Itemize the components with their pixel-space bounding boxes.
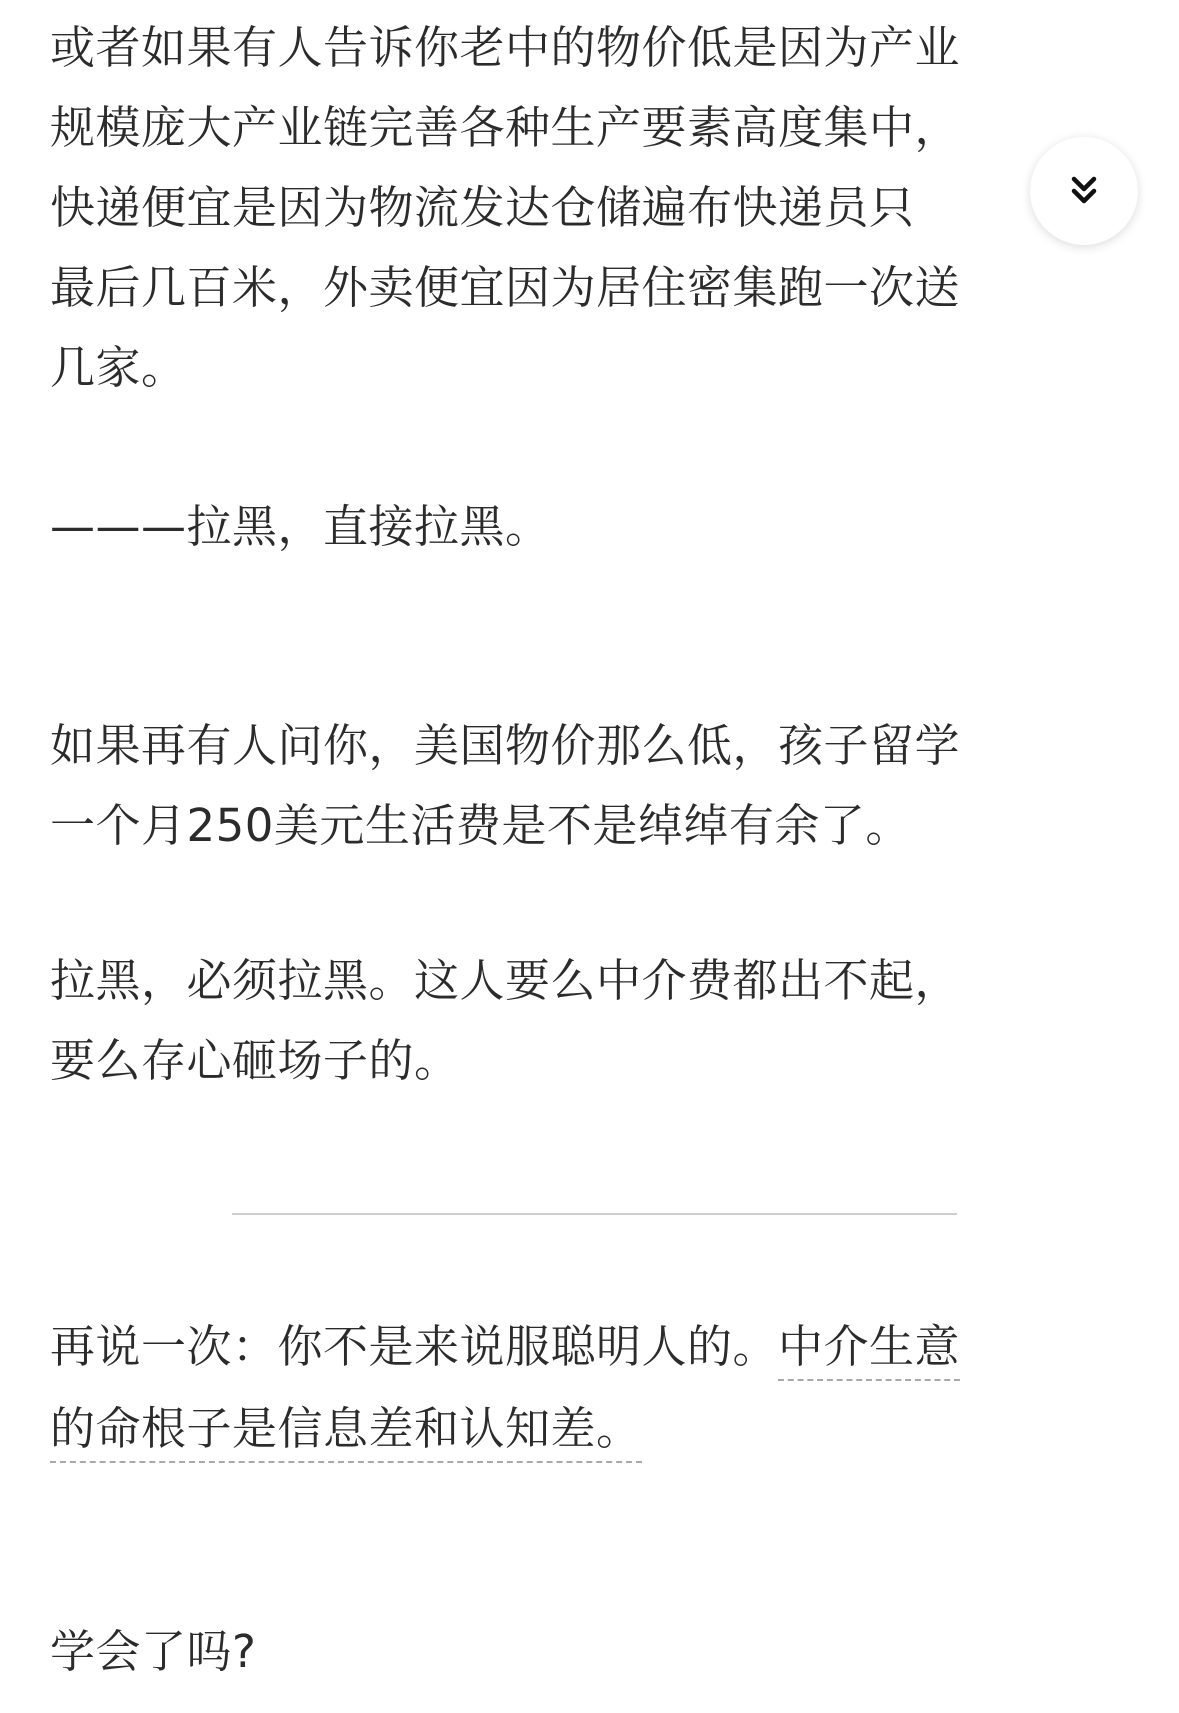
section-divider <box>232 1213 957 1215</box>
expand-button[interactable] <box>1030 137 1138 245</box>
paragraph-2: ———拉黑，直接拉黑。 <box>50 500 551 553</box>
paragraph-3-line-1: 如果再有人问你，美国物价那么低，孩子留学 <box>50 719 961 772</box>
paragraph-6: 学会了吗? <box>50 1625 257 1678</box>
annotated-link-part-2[interactable]: 的命根子是信息差和认知差。 <box>50 1402 642 1463</box>
paragraph-4-line-2: 要么存心砸场子的。 <box>50 1034 460 1087</box>
paragraph-1-line-5: 几家。 <box>50 341 187 394</box>
paragraph-1-line-3: 快递便宜是因为物流发达仓储遍布快递员只 <box>50 181 915 234</box>
paragraph-4-line-1: 拉黑，必须拉黑。这人要么中介费都出不起， <box>50 954 961 1007</box>
paragraph-3-line-2: 一个月250美元生活费是不是绰绰有余了。 <box>50 799 911 852</box>
paragraph-5-text: 再说一次：你不是来说服聪明人的。 <box>50 1320 779 1373</box>
paragraph-5-line-1 <box>50 1307 960 1387</box>
annotated-link-part-1[interactable]: 中介生意 <box>778 1320 960 1381</box>
paragraph-5-line-2 <box>50 1389 642 1469</box>
double-chevron-down-icon <box>1064 171 1104 211</box>
paragraph-1-line-1: 或者如果有人告诉你老中的物价低是因为产业 <box>50 21 961 74</box>
paragraph-1-line-2: 规模庞大产业链完善各种生产要素高度集中， <box>50 101 961 154</box>
paragraph-1-line-4: 最后几百米，外卖便宜因为居住密集跑一次送 <box>50 261 961 314</box>
